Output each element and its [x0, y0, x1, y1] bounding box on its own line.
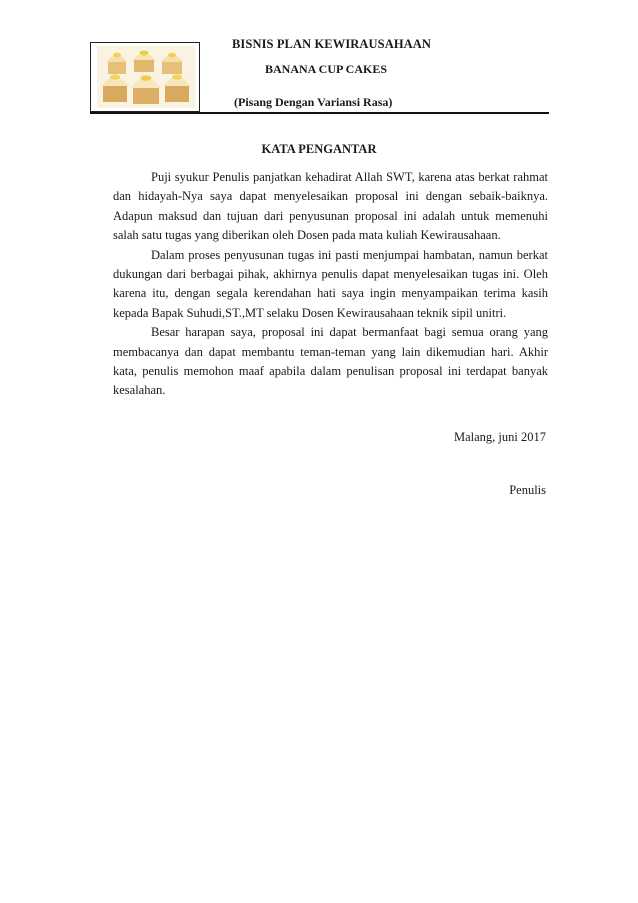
paragraph: Dalam proses penyusunan tugas ini pasti menjumpai hambatan, namun berkat dukungan dari berbagai pihak, akhirnya penulis dapat menyelesaikan tugas ini. Oleh karena itu, dengan segala kerendahan hati saya ingin menyampaikan terima kasih kepada Bapak Suhudi,ST.,MT selaku Dosen Kewirausahaan teknik sipil unitri. [113, 247, 548, 320]
section-heading: KATA PENGANTAR [261, 142, 377, 156]
product-name: BANANA CUP CAKES [265, 62, 388, 76]
place-date: Malang, juni 2017 [453, 430, 546, 444]
document-title: BISNIS PLAN KEWIRAUSAHAAN [232, 37, 432, 51]
body-text [113, 168, 548, 401]
header-divider [90, 112, 549, 114]
author-signature: Penulis [509, 483, 546, 497]
cupcakes-photo-icon [90, 42, 200, 112]
paragraph: Puji syukur Penulis panjatkan kehadirat Allah SWT, karena atas berkat rahmat dan hidayah-Nya saya dapat menyelesaikan proposal ini dengan sebaik-baiknya. Adapun maksud dan tujuan dari penyusunan proposal ini adalah untuk memenuhi salah satu tugas yang diberikan oleh Dosen pada mata kuliah Kewirausahaan. [113, 170, 548, 243]
cupcakes-illustration [97, 46, 195, 108]
paragraph: Besar harapan saya, proposal ini dapat bermanfaat bagi semua orang yang membacanya dan dapat membantu teman-teman yang lain dikemudian hari. Akhir kata, penulis memohon maaf apabila dalam penulisan proposal ini terdapat banyak kesalahan. [113, 325, 548, 398]
product-subtitle: (Pisang Dengan Variansi Rasa) [234, 95, 393, 109]
